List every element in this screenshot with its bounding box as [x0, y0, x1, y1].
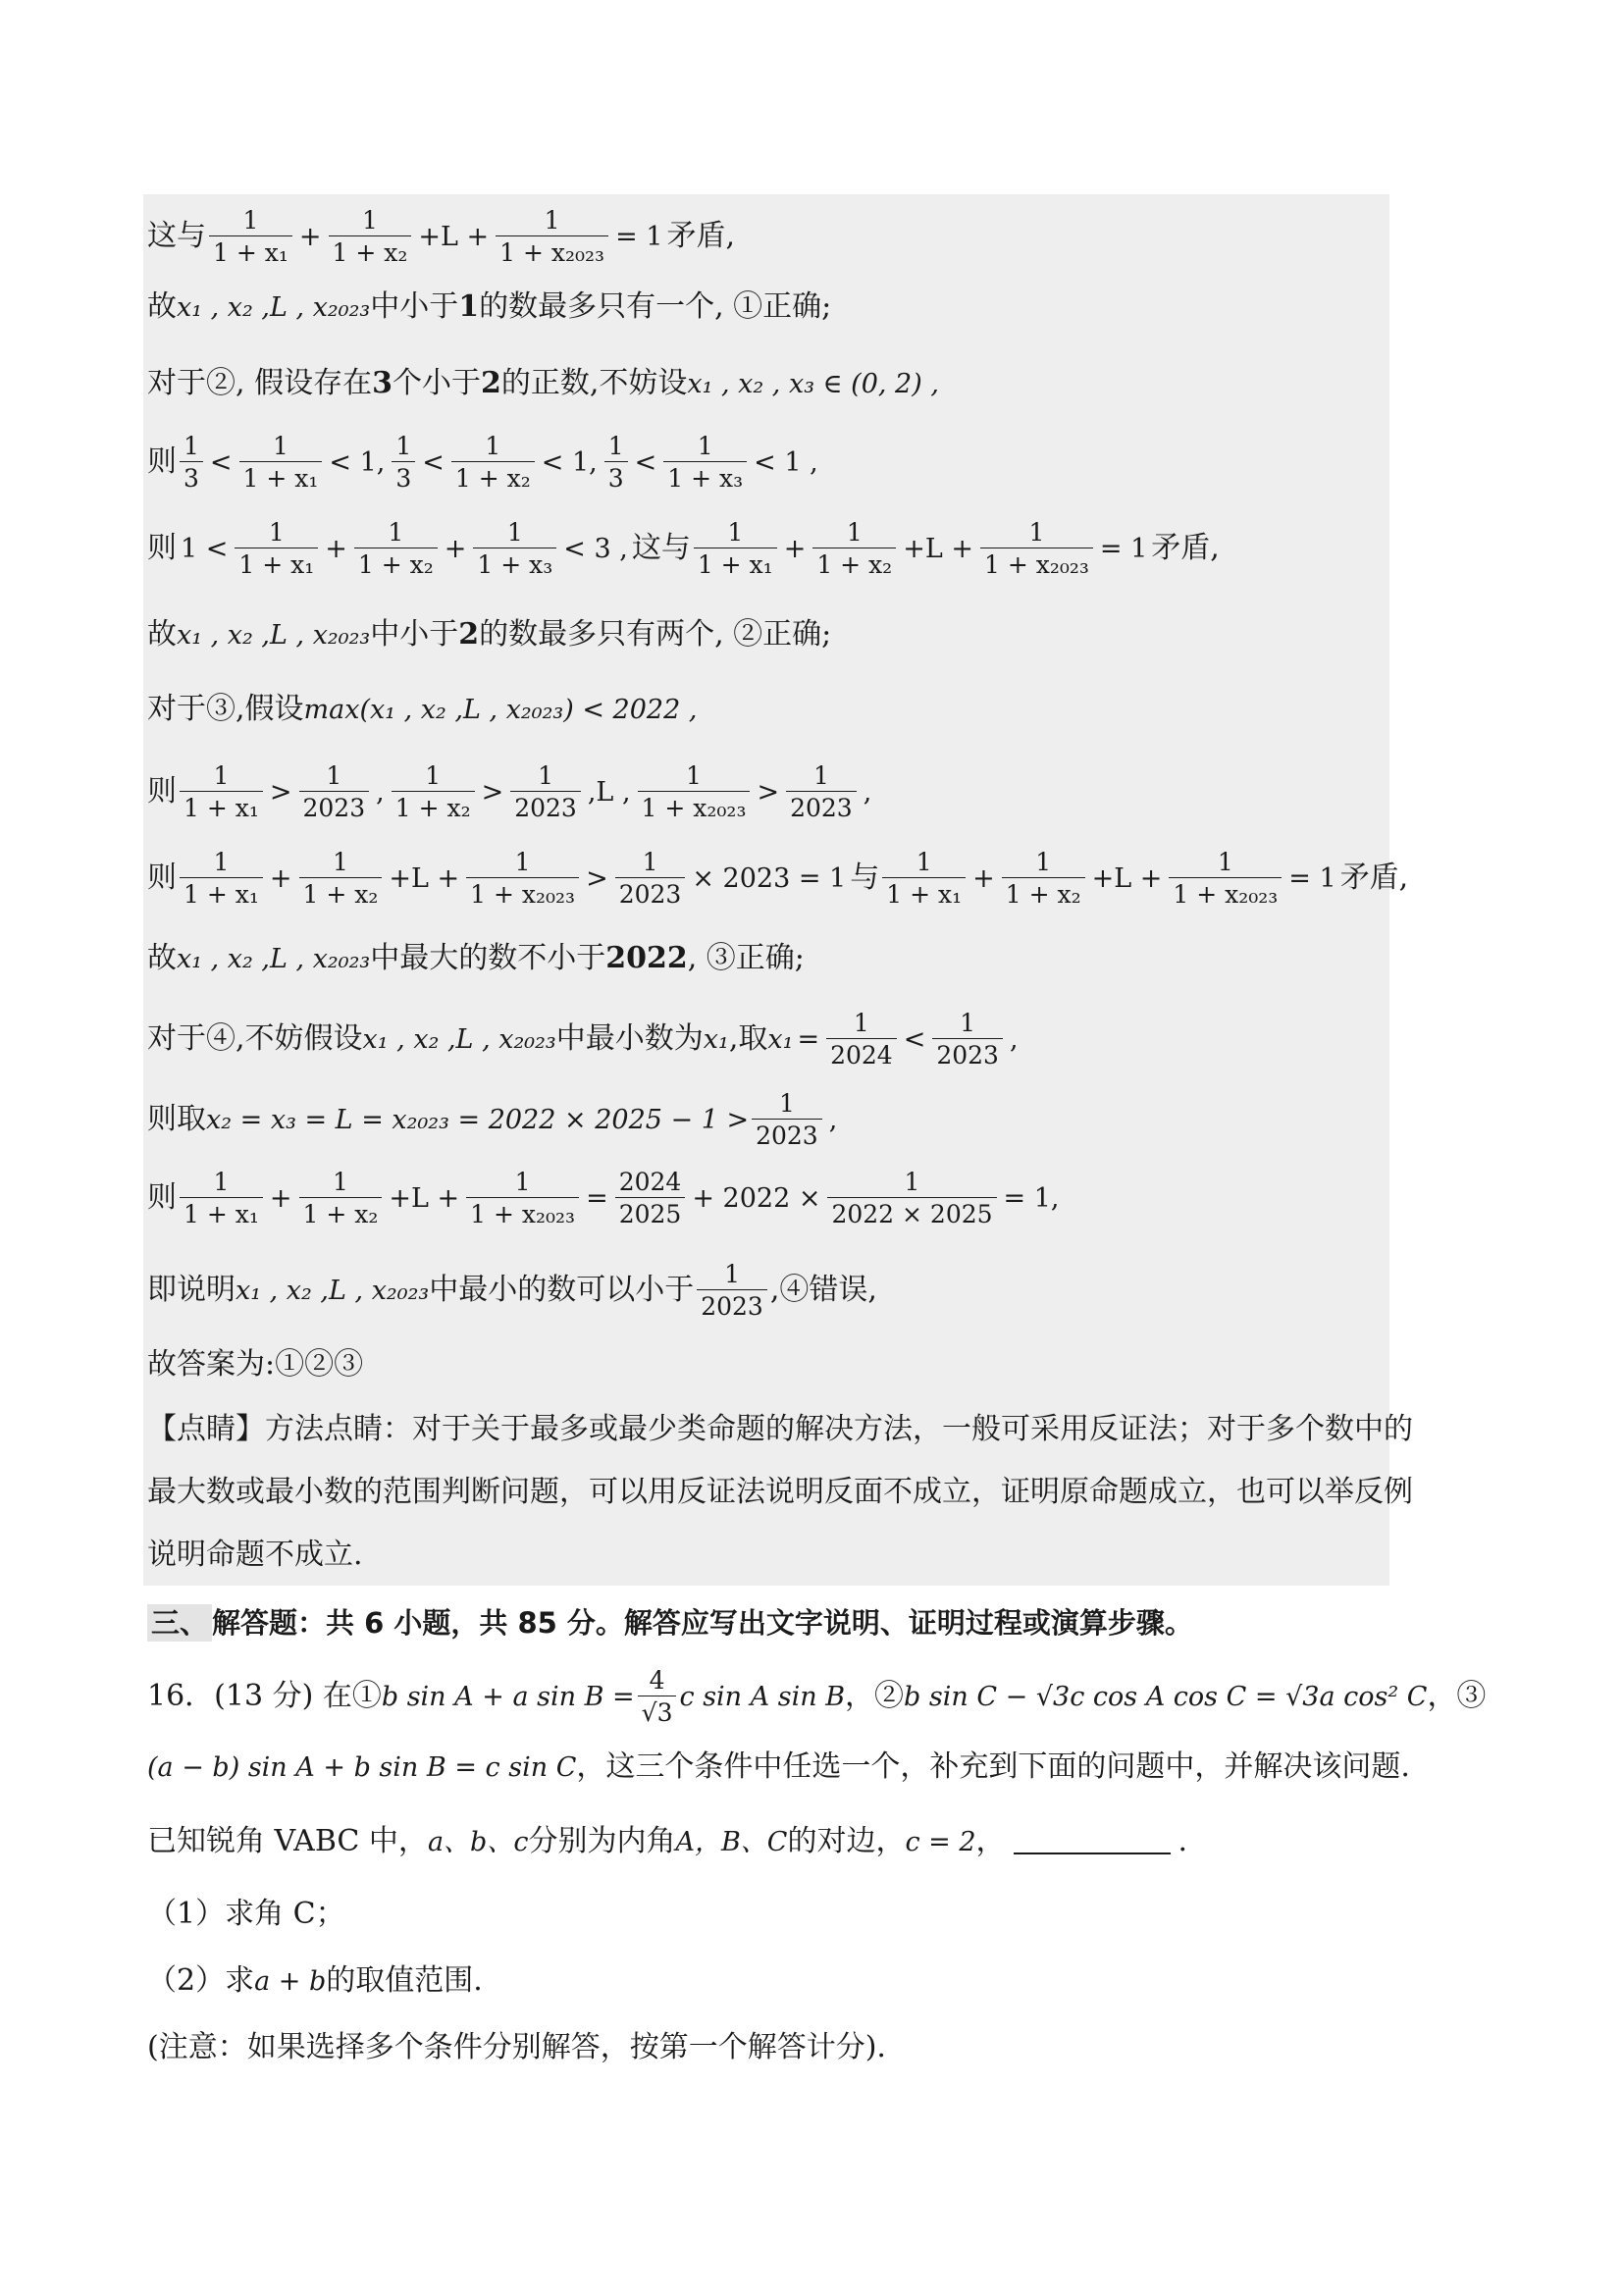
- question-2: （2）求 a + b 的取值范围.: [147, 1963, 483, 1998]
- section-text: 解答题：共 6 小题，共 85 分。解答应写出文字说明、证明过程或演算步骤。: [212, 1606, 1193, 1640]
- text: 这与: [147, 219, 206, 253]
- problem-16-line-3: 已知锐角 VABC 中， a、b、c 分别为内角 A，B、C 的对边， c = 2 ， .: [147, 1824, 1188, 1858]
- line-10: 故 x₁ , x₂ ,L , x₂₀₂₃ 中最大的数不小于 2022 , ③正确;: [147, 941, 805, 975]
- line-14: 即说明 x₁ , x₂ ,L , x₂₀₂₃ 中最小的数可以小于 $\frac{1}{2023}$ ,④错误,: [147, 1260, 877, 1321]
- tip-line-2: 最大数或最小数的范围判断问题，可以用反证法说明反面不成立，证明原命题成立，也可以举反例: [147, 1475, 1413, 1509]
- line-3: 对于②, 假设存在 3 个小于 2 的正数,不妨设 x₁ , x₂ , x₃ ∈ (0, 2) ,: [147, 366, 939, 400]
- line-9: 则 $\frac{1}{\text{1 + x₁}}$ + $\frac{1}{\text{1 + x₂}}$ +L + $\frac{1}{\text{1 + x₂₀₂₃}}$ > $\frac{1}{2023}$ × 2023 = 1 与 $\frac{1}{\text{1 + x₁}}$ + $\frac{1}{\text{1 + x₂}}$ +L + $\frac{1}{\text{1 + x₂₀₂₃}}$ = 1 矛盾,: [147, 848, 1409, 909]
- line-13: 则 $\frac{1}{\text{1 + x₁}}$ + $\frac{1}{\text{1 + x₂}}$ +L + $\frac{1}{\text{1 + x₂₀₂₃}}$ = $\frac{2024}{2025}$ + 2022 × $\frac{1}{2022 \times 2025}$ = 1,: [147, 1168, 1060, 1228]
- answer-blank: [1014, 1829, 1171, 1854]
- text: 矛盾,: [666, 219, 736, 253]
- line-6: 故 x₁ , x₂ ,L , x₂₀₂₃ 中小于 2 的数最多只有两个, ②正确;: [147, 617, 832, 652]
- tip-line-1: 【点睛】方法点睛：对于关于最多或最少类命题的解决方法，一般可采用反证法；对于多个数中的: [147, 1412, 1413, 1446]
- answer-line: 故答案为:①②③: [147, 1347, 364, 1382]
- line-7: 对于③,假设 max(x₁ , x₂ ,L , x₂₀₂₃) < 2022 ,: [147, 692, 698, 726]
- line-5: 则 1 < $\frac{1}{\text{1 + x₁}}$ + $\frac{1}{\text{1 + x₂}}$ + $\frac{1}{\text{1 + x₃}}$ < 3 , 这与 $\frac{1}{\text{1 + x₁}}$ + $\frac{1}{\text{1 + x₂}}$ +L + $\frac{1}{\text{1 + x₂₀₂₃}}$ = 1 矛盾,: [147, 518, 1220, 579]
- line-8: 则 $\frac{1}{\text{1 + x₁}}$ > $\frac{1}{2023}$ , $\frac{1}{\text{1 + x₂}}$ > $\frac{1}{2023}$ ,L , $\frac{1}{\text{1 + x₂₀₂₃}}$ > $\frac{1}{2023}$ ,: [147, 761, 872, 822]
- sequence: x₁ , x₂ ,L , x₂₀₂₃: [177, 291, 371, 323]
- question-1: （1）求角 C；: [147, 1897, 345, 1931]
- line-11: 对于④,不妨假设 x₁ , x₂ ,L , x₂₀₂₃ 中最小数为 x₁ ,取 x₁ = $\frac{1}{2024}$ < $\frac{1}{2023}$ ,: [147, 1009, 1019, 1070]
- line-2: 故 x₁ , x₂ ,L , x₂₀₂₃ 中小于 1 的数最多只有一个, ①正确;: [147, 289, 832, 324]
- fraction: $\frac{1}{\text{1 + x₂}}$: [329, 208, 412, 265]
- problem-16-line-2: (a − b) sin A + b sin B = c sin C ，这三个条件中任选一个，补充到下面的问题中，并解决该问题.: [147, 1749, 1410, 1784]
- fraction: $\frac{1}{\text{1 + x₂₀₂₃}}$: [496, 208, 608, 265]
- section-title: [147, 1601, 1193, 1642]
- line-12: 则取 x₂ = x₃ = L = x₂₀₂₃ = 2022 × 2025 − 1 > $\frac{1}{2023}$ ,: [147, 1089, 838, 1150]
- tip-line-3: 说明命题不成立.: [147, 1538, 363, 1572]
- fraction: $\frac{1}{\text{1 + x₁}}$: [209, 208, 292, 265]
- section-tag: 三、: [147, 1604, 212, 1642]
- line-1: 这与 $\frac{1}{\text{1 + x₁}}$ + $\frac{1}{\text{1 + x₂}}$ +L + $\frac{1}{\text{1 + x₂₀₂₃}}$ = 1 矛盾,: [147, 206, 736, 267]
- line-4: 则 $\frac{1}{3}$ < $\frac{1}{\text{1 + x₁}}$ < 1, $\frac{1}{3}$ < $\frac{1}{\text{1 + x₂}}$ < 1, $\frac{1}{3}$ < $\frac{1}{\text{1 + x₃}}$ < 1 ,: [147, 432, 818, 493]
- note: (注意：如果选择多个条件分别解答，按第一个解答计分).: [147, 2030, 886, 2064]
- problem-16-line-1: 16．(13 分) 在① b sin A + a sin B = $\frac{4}{√3}$ c sin A sin B ，② b sin C − √3c cos A cos C = √3a cos² C ，③: [147, 1666, 1487, 1727]
